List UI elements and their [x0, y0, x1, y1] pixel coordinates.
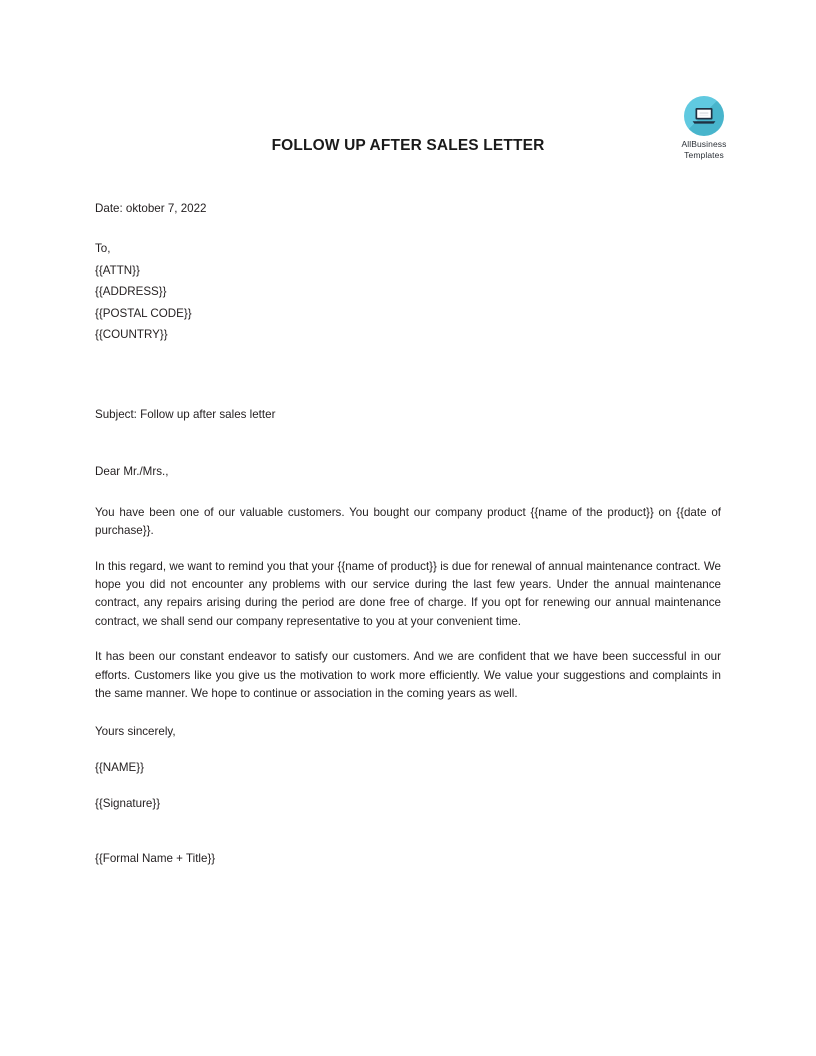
- body-paragraph-3: It has been our constant endeavor to satisfy our customers. And we are confident that we have been successful in our efforts. Customers like you give us the motivation to work more efficiently. We value your suggestions and complaints in the same manner. We hope to continue or association in the coming years as well.: [95, 650, 721, 700]
- address-to-label: To,: [95, 242, 111, 256]
- closing-text: Yours sincerely,: [95, 725, 176, 739]
- body-paragraph-2: In this regard, we want to remind you that your {{name of product}} is due for renewal of annual maintenance contract. We hope you did not encounter any problems with our service during the last few years. Under the annual maintenance contract, any repairs arising during the period are done free of charge. If you opt for renewing our annual maintenance contract, we shall send our company representative to you at your convenient time.: [95, 559, 721, 628]
- address-line-postal-code: {{POSTAL CODE}}: [95, 306, 192, 320]
- subject-line: [95, 406, 721, 424]
- signature-placeholder: [95, 795, 721, 813]
- sender-name-placeholder: [95, 759, 721, 777]
- brand-name-line2: Templates: [684, 149, 724, 160]
- sender-name-text: {{NAME}}: [95, 760, 144, 774]
- address-line-attn: {{ATTN}}: [95, 263, 140, 277]
- body-paragraph-1: You have been one of our valuable customers. You bought our company product {{name of the product}} on {{date of purchase}}.: [95, 505, 721, 538]
- subject-text: Subject: Follow up after sales letter: [95, 407, 276, 421]
- laptop-icon: [684, 96, 724, 136]
- date-line: [95, 200, 721, 218]
- formal-name-title-text: {{Formal Name + Title}}: [95, 851, 216, 865]
- formal-name-title-placeholder: [95, 850, 721, 868]
- recipient-address-block: [95, 238, 721, 346]
- letter-body: [95, 200, 721, 868]
- salutation-text: Dear Mr./Mrs.,: [95, 465, 169, 479]
- signature-text: {{Signature}}: [95, 797, 161, 811]
- address-line-country: {{COUNTRY}}: [95, 328, 168, 342]
- brand-name-line1: AllBusiness: [681, 139, 727, 149]
- address-line-address: {{ADDRESS}}: [95, 285, 167, 299]
- date-text: Date: oktober 7, 2022: [95, 202, 207, 215]
- page-title: FOLLOW UP AFTER SALES LETTER: [271, 137, 545, 154]
- closing-line: [95, 723, 721, 741]
- salutation: [95, 463, 721, 481]
